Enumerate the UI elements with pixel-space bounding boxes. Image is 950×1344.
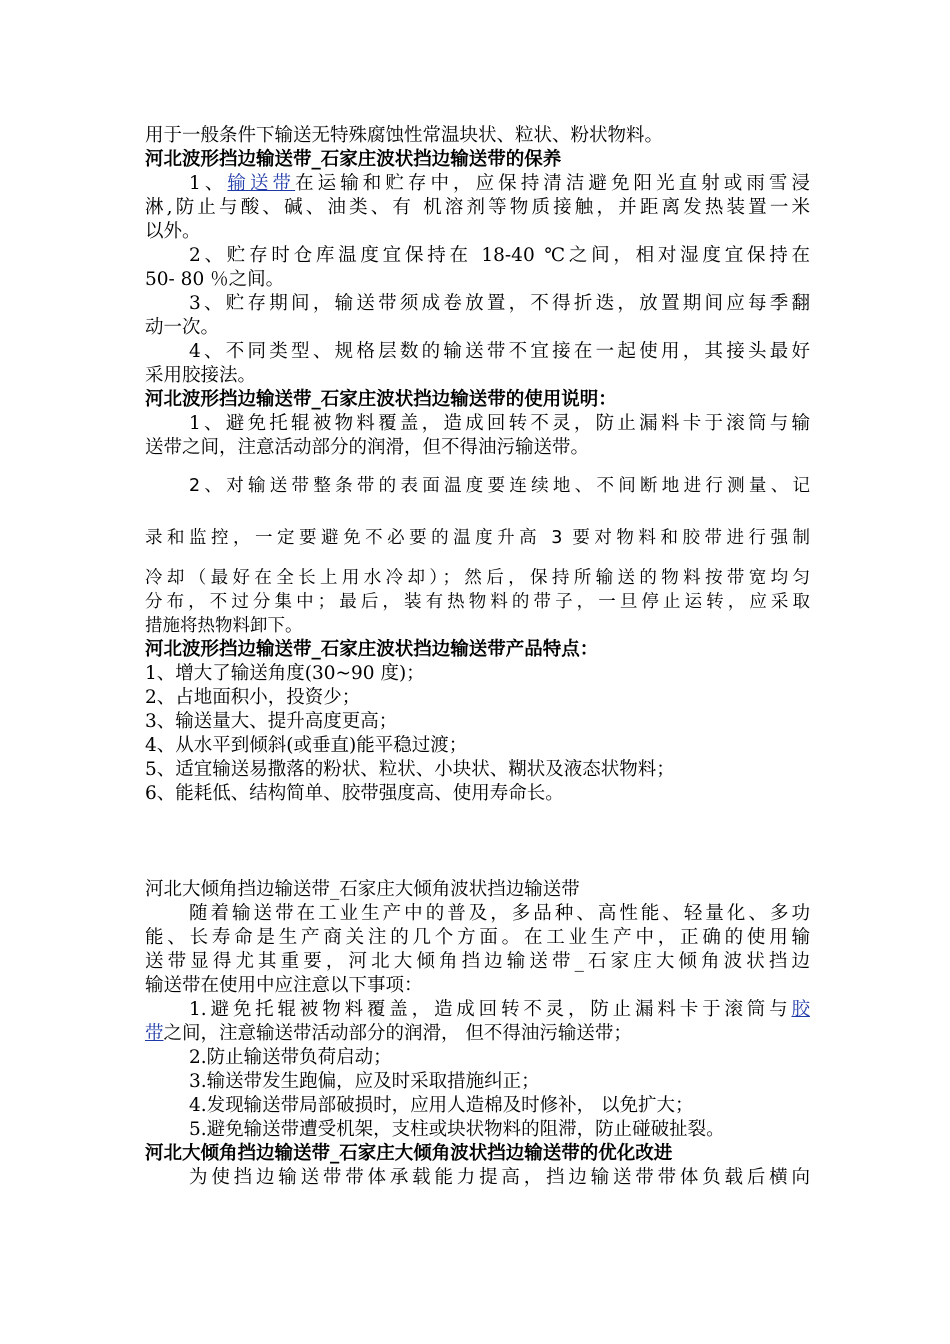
intro-paragraph-line: 能、长寿命是生产商关注的几个方面。在工业生产中，正确的使用输 bbox=[145, 927, 810, 948]
belt-link[interactable]: 胶 bbox=[791, 999, 810, 1020]
intro-paragraph-line: 输送带在使用中应注意以下事项： bbox=[145, 975, 423, 996]
maintenance-item-1 bbox=[145, 172, 810, 196]
note-item-4: 4.发现输送带局部破损时，应用人造棉及时修补， 以免扩大； bbox=[189, 1095, 694, 1116]
conveyor-belt-link[interactable]: 输送带 bbox=[227, 173, 296, 194]
note-text: 1.避免托辊被物料覆盖，造成回转不灵，防止漏料卡于滚筒与 bbox=[189, 999, 792, 1020]
note-item-5: 5.避免输送带遭受机架，支柱或块状物料的阻滞，防止碰破扯裂。 bbox=[189, 1119, 725, 1140]
maintenance-item-2-end: 50- 80 ％之间。 bbox=[145, 269, 285, 290]
heading-maintenance: 河北波形挡边输送带_石家庄波状挡边输送带的保养 bbox=[145, 149, 562, 170]
intro-line: 用于一般条件下输送无特殊腐蚀性常温块状、粒状、粉状物料。 bbox=[145, 125, 664, 146]
maintenance-item-4: 4、不同类型、规格层数的输送带不宜接在一起使用，其接头最好 bbox=[189, 341, 810, 362]
heading-usage: 河北波形挡边输送带_石家庄波状挡边输送带的使用说明： bbox=[145, 389, 617, 410]
maintenance-item-1-end: 以外。 bbox=[145, 221, 201, 242]
note-text: 之间，注意输送带活动部分的润滑， 但不得油污输送带； bbox=[163, 1023, 632, 1044]
heading-features: 河北波形挡边输送带_石家庄波状挡边输送带产品特点： bbox=[145, 639, 599, 660]
maintenance-item-3-end: 动一次。 bbox=[145, 317, 220, 338]
feature-item: 6、能耗低、结构简单、胶带强度高、使用寿命长。 bbox=[145, 783, 564, 804]
item-text: 在运输和贮存中，应保持清洁避免阳光直射或雨雪浸 bbox=[295, 173, 810, 194]
feature-item: 2、占地面积小，投资少； bbox=[145, 687, 361, 708]
usage-item-1: 1、避免托辊被物料覆盖，造成回转不灵，防止漏料卡于滚筒与输 bbox=[189, 413, 810, 434]
maintenance-item-4-end: 采用胶接法。 bbox=[145, 365, 257, 386]
feature-item: 1、增大了输送角度(30~90 度)； bbox=[145, 663, 425, 684]
section-title: 河北大倾角挡边输送带_石家庄大倾角波状挡边输送带 bbox=[145, 879, 580, 900]
document-page bbox=[145, 124, 810, 1190]
note-item-1-cont bbox=[145, 1022, 810, 1046]
usage-item-2: 2、对输送带整条带的表面温度要连续地、不间断地进行测量、记 bbox=[189, 476, 810, 496]
optimization-line: 为使挡边输送带带体承载能力提高，挡边输送带带体负载后横向 bbox=[189, 1167, 810, 1188]
usage-item-2-end: 措施将热物料卸下。 bbox=[145, 616, 303, 636]
note-item-3: 3.输送带发生跑偏，应及时采取措施纠正； bbox=[189, 1071, 540, 1092]
heading-optimization: 河北大倾角挡边输送带_石家庄大倾角波状挡边输送带的优化改进 bbox=[145, 1143, 673, 1164]
usage-item-1-end: 送带之间，注意活动部分的润滑，但不得油污输送带。 bbox=[145, 437, 590, 458]
intro-paragraph-line: 随着输送带在工业生产中的普及，多品种、高性能、轻量化、多功 bbox=[189, 903, 810, 924]
usage-item-2-cont-3: 分布，不过分集中；最后，装有热物料的带子，一旦停止运转，应采取 bbox=[145, 592, 810, 612]
item-number: 1、 bbox=[189, 173, 228, 194]
usage-item-2-cont-2: 冷却（最好在全长上用水冷却）；然后，保持所输送的物料按带宽均匀 bbox=[145, 568, 810, 588]
maintenance-item-2: 2、贮存时仓库温度宜保持在 18-40 ℃之间，相对湿度宜保持在 bbox=[189, 245, 810, 266]
usage-item-2-cont-1: 录和监控，一定要避免不必要的温度升高 3 要对物料和胶带进行强制 bbox=[145, 528, 810, 548]
note-item-1 bbox=[145, 998, 810, 1022]
feature-item: 4、从水平到倾斜(或垂直)能平稳过渡； bbox=[145, 735, 468, 756]
intro-paragraph-line: 送带显得尤其重要，河北大倾角挡边输送带_石家庄大倾角波状挡边 bbox=[145, 951, 810, 972]
maintenance-item-1-cont: 淋,防止与酸、碱、油类、有 机溶剂等物质接触，并距离发热装置一米 bbox=[145, 197, 810, 218]
belt-link[interactable]: 带 bbox=[145, 1023, 164, 1044]
note-item-2: 2.防止输送带负荷启动； bbox=[189, 1047, 392, 1068]
feature-item: 3、输送量大、提升高度更高； bbox=[145, 711, 398, 732]
maintenance-item-3: 3、贮存期间，输送带须成卷放置，不得折迭，放置期间应每季翻 bbox=[189, 293, 810, 314]
feature-item: 5、适宜输送易撒落的粉状、粒状、小块状、糊状及液态状物料； bbox=[145, 759, 675, 780]
